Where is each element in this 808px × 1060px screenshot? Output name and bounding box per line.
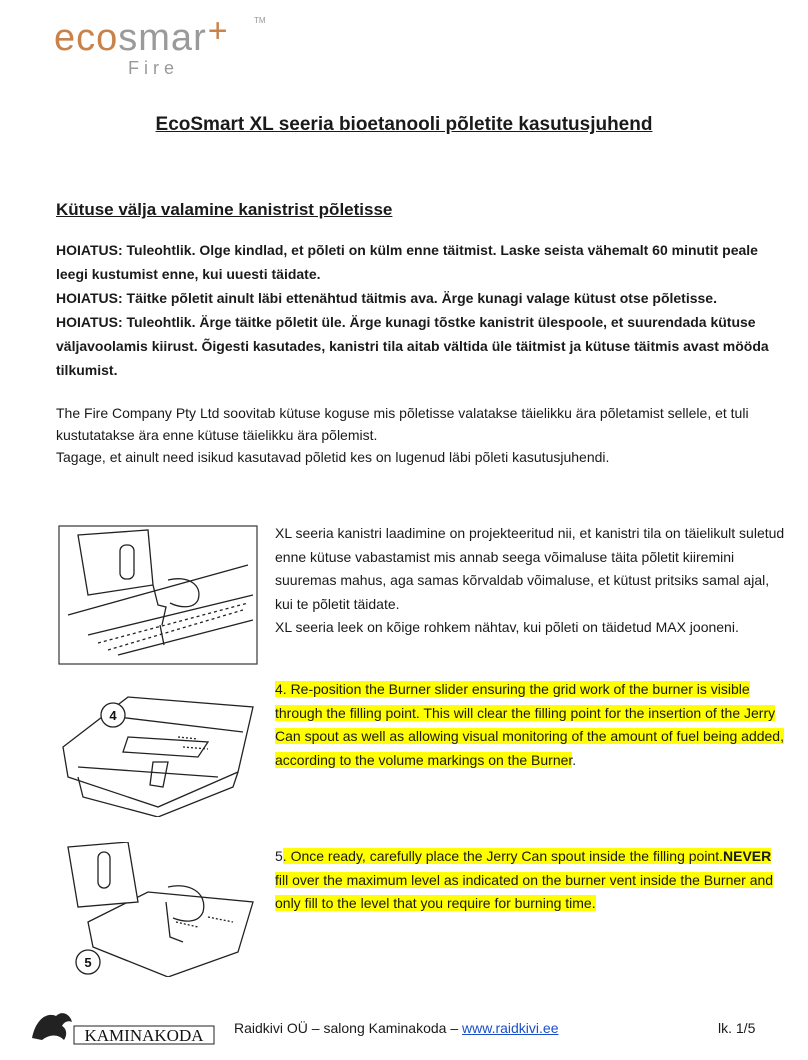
step-4-highlighted: 4. Re-position the Burner slider ensuring the grid work of the burner is visible through the filling point. This will clear the filling point for the insertion of the Jerry Can spout as well as allowing visual monitoring of the amount of fuel being added, according to the volume markings on the Burner <box>275 681 784 768</box>
step-1-text <box>275 522 785 640</box>
kaminakoda-logo <box>28 1008 218 1048</box>
dragon-icon <box>32 1013 72 1040</box>
warning-2: HOIATUS: Täitke põletit ainult läbi ettenähtud täitmis ava. Ärge kunagi valage kütust otse põletisse. <box>56 290 717 306</box>
footer-company-text: Raidkivi OÜ – salong Kaminakoda – www.raidkivi.ee <box>234 1020 559 1036</box>
document-title: EcoSmart XL seeria bioetanooli põletite kasutusjuhend <box>155 114 653 135</box>
step-5-highlighted-b: fill over the maximum level as indicated on the burner vent inside the Burner and only fill to the level that you require for burning time. <box>275 871 774 911</box>
section-title: Kütuse välja valamine kanistrist põletisse <box>56 200 393 219</box>
step-4-text <box>275 678 785 772</box>
step-4-period: . <box>572 751 577 768</box>
logo-fire-text: Fire <box>128 58 179 78</box>
kaminakoda-wordmark: KAMINAKODA <box>84 1026 204 1045</box>
logo-trademark: TM <box>254 16 266 25</box>
jerry-can-fill-illustration <box>58 842 258 977</box>
ecosmart-logo <box>54 14 284 78</box>
step-5-highlighted-a: . Once ready, carefully place the Jerry Can spout inside the filling point. <box>282 848 723 864</box>
warning-1: HOIATUS: Tuleohtlik. Olge kindlad, et põleti on külm enne täitmist. Laske seista vähemalt 60 minutit peale leegi kustumist enne, kui uuesti täidate. <box>56 242 758 282</box>
burner-slider-illustration <box>58 677 258 817</box>
figure-step-5-label: 5 <box>84 955 92 970</box>
intro-line-1: The Fire Company Pty Ltd soovitab kütuse koguse mis põletisse valatakse täielikku ära põletamist sellele, et tuli kustutatakse ära enne kütuse täielikku ära põlemist. <box>56 405 749 443</box>
step-5-text <box>275 845 785 916</box>
step-5-never: NEVER <box>723 848 772 864</box>
figure-step-4-label: 4 <box>109 708 117 723</box>
step-1-paragraph-b: XL seeria leek on kõige rohkem nähtav, kui põleti on täidetud MAX jooneni. <box>275 619 739 635</box>
page-footer <box>0 1000 808 1060</box>
jerry-can-illustration <box>58 525 258 665</box>
page-number: lk. 1/5 <box>718 1020 756 1036</box>
intro-line-2: Tagage, et ainult need isikud kasutavad põletid kes on lugenud läbi põleti kasutusjuhendi. <box>56 449 610 465</box>
step-5-number: 5 <box>275 848 283 864</box>
step-1-paragraph-a: XL seeria kanistri laadimine on projekteeritud nii, et kanistri tila on täielikult suletud enne kütuse vabastamist mis annab seega võimaluse täita põletit kiiremini suuremas mahus, aga samas kõrvaldab võimaluse, et kütust pritsiks samal ajal, kui te põletit täidate. <box>275 525 785 612</box>
logo-wordmark: ecosmar+ <box>54 12 229 59</box>
website-link[interactable]: www.raidkivi.ee <box>462 1020 559 1036</box>
warnings-block <box>56 238 776 382</box>
warning-3: HOIATUS: Tuleohtlik. Ärge täitke põletit üle. Ärge kunagi tõstke kanistrit ülespoole, et suurendada kütuse väljavoolamis kiirust. Õigesti kasutades, kanistri tila aitab vältida üle täitmist ja kütuse täitmis avast mööda tilkumist. <box>56 314 769 378</box>
intro-paragraph <box>56 402 776 468</box>
